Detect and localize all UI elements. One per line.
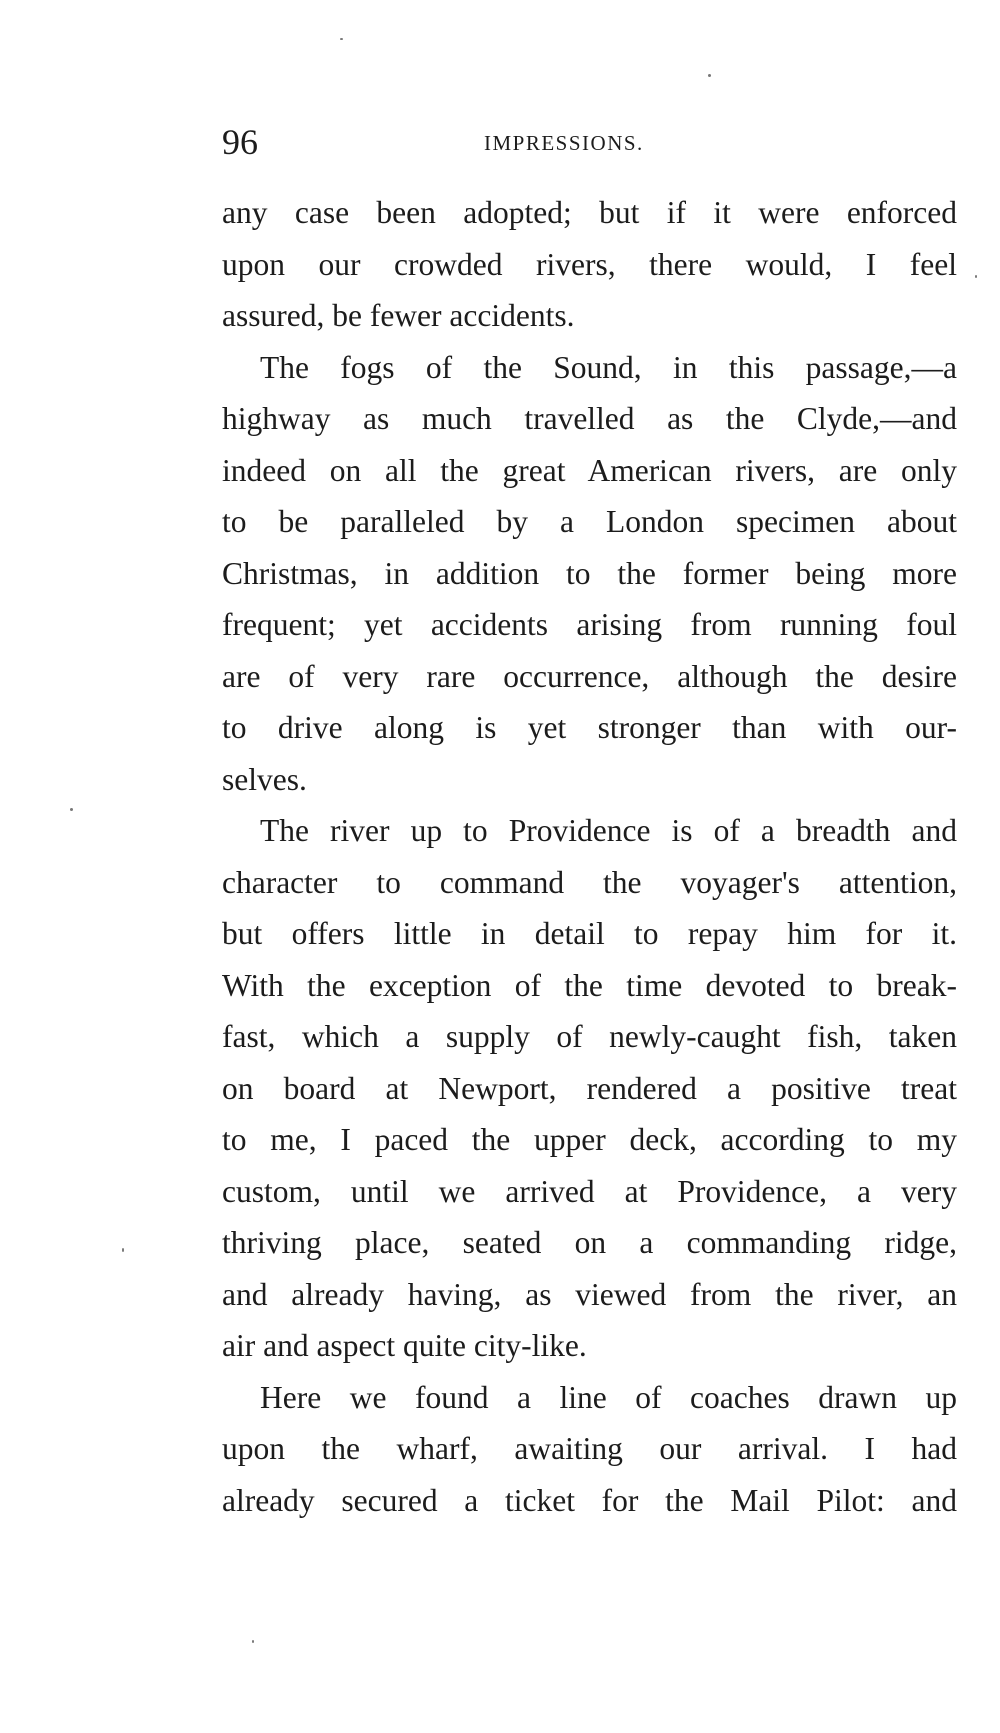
text-line: to me, I paced the upper deck, according to my bbox=[222, 1122, 957, 1157]
text-line: and already having, as viewed from the river, an bbox=[222, 1276, 957, 1312]
page-number: 96 bbox=[222, 122, 258, 162]
text-line: highway as much travelled as the Clyde,—and bbox=[222, 401, 957, 436]
text-line: Here we found a line of coaches drawn up bbox=[260, 1379, 957, 1415]
text-line: but offers little in detail to repay him for it. bbox=[222, 916, 957, 951]
scan-speck bbox=[975, 275, 977, 278]
scan-speck bbox=[708, 74, 711, 77]
text-line: selves. bbox=[222, 761, 307, 797]
text-line: indeed on all the great American rivers, are only bbox=[222, 452, 957, 488]
text-line: are of very rare occurrence, although the desire bbox=[222, 658, 957, 694]
text-line: to drive along is yet stronger than with our- bbox=[222, 710, 957, 745]
text-line: air and aspect quite city-like. bbox=[222, 1328, 587, 1363]
text-line: upon the wharf, awaiting our arrival. I had bbox=[222, 1431, 957, 1466]
scan-speck bbox=[252, 1640, 254, 1643]
text-line: assured, be fewer accidents. bbox=[222, 298, 575, 333]
text-line: custom, until we arrived at Providence, a very bbox=[222, 1173, 957, 1209]
text-line: character to command the voyager's attention, bbox=[222, 864, 957, 900]
text-line: thriving place, seated on a commanding ridge, bbox=[222, 1225, 957, 1260]
scan-speck bbox=[340, 38, 343, 40]
scan-speck bbox=[122, 1248, 124, 1252]
text-line: fast, which a supply of newly-caught fish, taken bbox=[222, 1019, 957, 1054]
text-line: With the exception of the time devoted to break- bbox=[222, 967, 957, 1003]
text-line: upon our crowded rivers, there would, I feel bbox=[222, 246, 957, 282]
text-line: any case been adopted; but if it were enforced bbox=[222, 195, 957, 230]
body-text bbox=[222, 187, 957, 1526]
text-line: on board at Newport, rendered a positive treat bbox=[222, 1070, 957, 1106]
text-line: Christmas, in addition to the former being more bbox=[222, 555, 957, 591]
running-head bbox=[222, 122, 674, 162]
text-line: The fogs of the Sound, in this passage,—a bbox=[260, 349, 957, 385]
text-line: already secured a ticket for the Mail Pilot: and bbox=[222, 1482, 957, 1518]
running-title: IMPRESSIONS. bbox=[484, 131, 644, 155]
text-line: to be paralleled by a London specimen about bbox=[222, 504, 957, 539]
text-line: frequent; yet accidents arising from running foul bbox=[222, 607, 957, 642]
text-line: The river up to Providence is of a breadth and bbox=[260, 813, 957, 848]
scan-speck bbox=[70, 808, 73, 811]
